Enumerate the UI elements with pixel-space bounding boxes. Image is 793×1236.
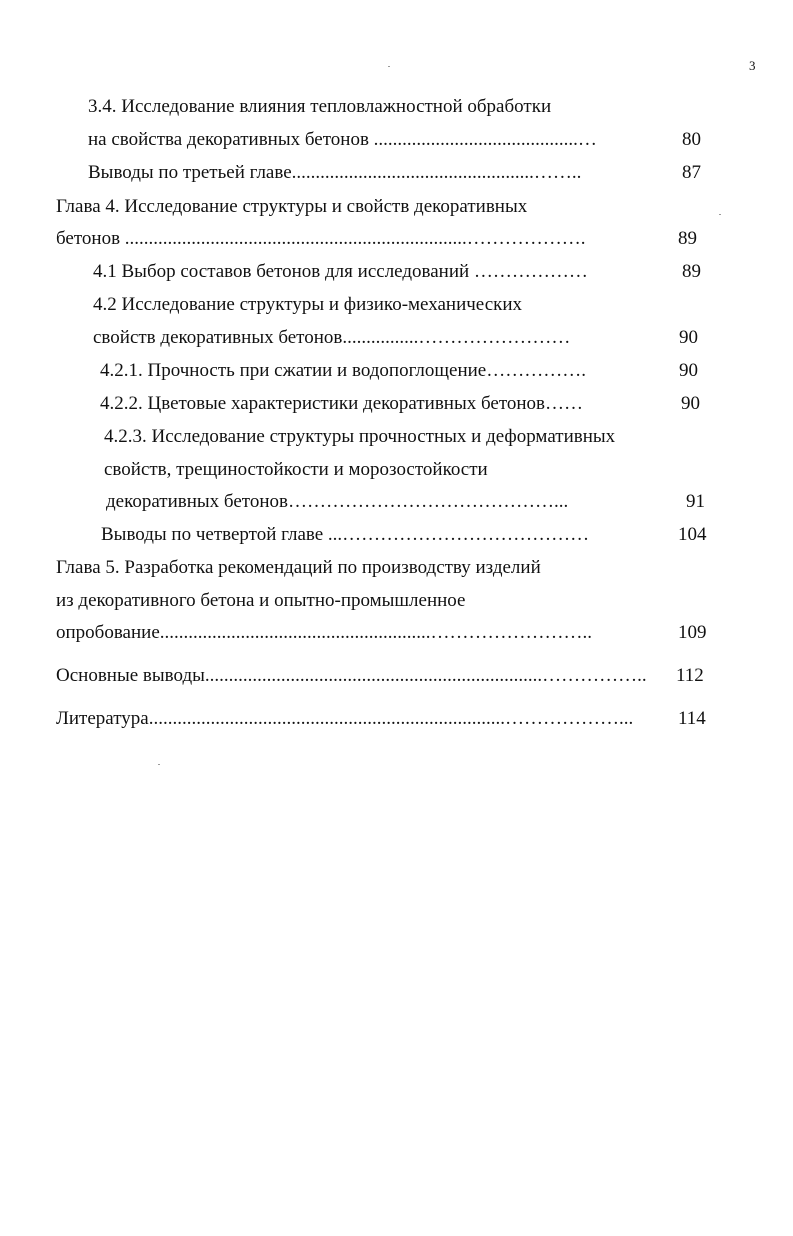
toc-page-number: 89 — [678, 228, 697, 249]
toc-line: Литература...........................................................................………………... — [56, 708, 634, 729]
toc-line: бетонов ........................................................................………………. — [56, 228, 586, 249]
toc-page-number: 89 — [682, 261, 701, 282]
toc-line: 4.2.3. Исследование структуры прочностных и деформативных — [104, 426, 616, 447]
scan-speck — [388, 66, 390, 67]
toc-page-number: 109 — [678, 622, 707, 643]
toc-line: Выводы по четвертой главе ...………………………………… — [101, 524, 590, 545]
scan-speck — [719, 214, 721, 215]
toc-line: на свойства декоративных бетонов ...........................................… — [88, 129, 597, 150]
toc-line: опробование.........................................................…………………….. — [56, 622, 593, 643]
toc-line: свойств, трещиностойкости и морозостойкости — [104, 459, 488, 480]
toc-line: 4.2.2. Цветовые характеристики декоративных бетонов…… — [100, 393, 584, 414]
toc-line: Основные выводы.......................................................................…………….. — [56, 665, 647, 686]
toc-line: 4.2.1. Прочность при сжатии и водопоглощение……………. — [100, 360, 586, 381]
toc-line: 3.4. Исследование влияния тепловлажностной обработки — [88, 96, 552, 117]
toc-line: из декоративного бетона и опытно-промышленное — [56, 590, 466, 611]
toc-page-number: 90 — [679, 360, 698, 381]
toc-page-number: 114 — [678, 708, 706, 729]
toc-page-number: 80 — [682, 129, 701, 150]
page-number: 3 — [749, 58, 756, 73]
toc-page-number: 91 — [686, 491, 705, 512]
toc-page-number: 112 — [676, 665, 704, 686]
toc-page-number: 90 — [681, 393, 700, 414]
scan-speck — [158, 764, 160, 765]
toc-line: Глава 4. Исследование структуры и свойств декоративных — [56, 196, 528, 217]
toc-line: Выводы по третьей главе...................................................…….. — [88, 162, 582, 183]
toc-page-number: 104 — [678, 524, 707, 545]
toc-page-number: 90 — [679, 327, 698, 348]
toc-page-number: 87 — [682, 162, 701, 183]
toc-line: 4.1 Выбор составов бетонов для исследований ……………… — [93, 261, 588, 282]
toc-line: 4.2 Исследование структуры и физико-механических — [93, 294, 523, 315]
toc-line: Глава 5. Разработка рекомендаций по производству изделий — [56, 557, 541, 578]
toc-line: свойств декоративных бетонов................…………………… — [93, 327, 571, 348]
toc-line: декоративных бетонов……………………………………... — [106, 491, 569, 512]
